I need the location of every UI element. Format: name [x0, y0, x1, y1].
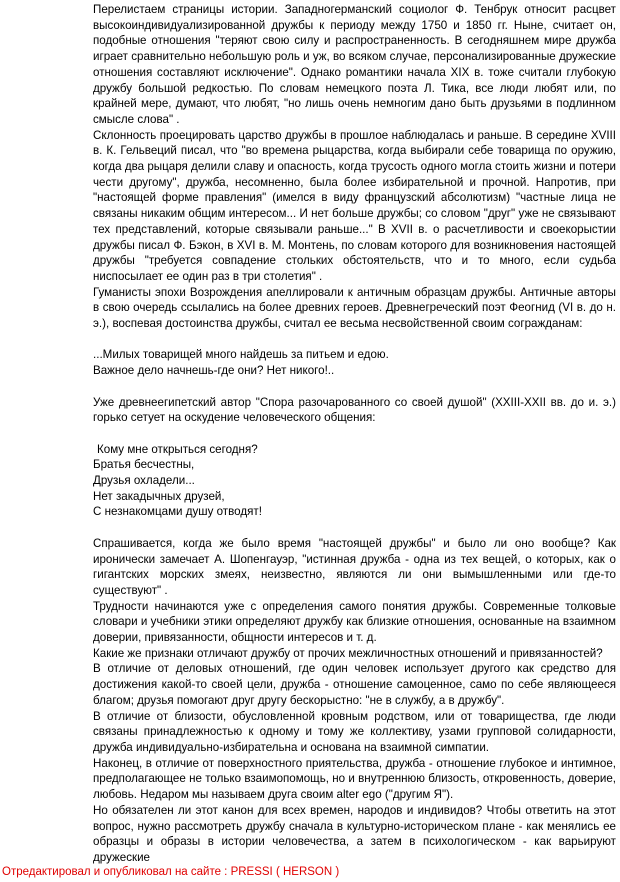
paragraph: Но обязателен ли этот канон для всех времен, народов и индивидов? Чтобы ответить на этот вопрос, нужно рассмотреть дружбу сначала в культурно-историческом плане - как менялись ее образцы и образы в истории человечества, а затем в психологическом - как варьируют дружеские: [93, 803, 616, 864]
paragraph: Трудности начинаются уже с определения самого понятия дружбы. Современные толковые словари и учебники этики определяют дружбу как близкие отношения, основанные на взаимном доверии, привязанности, общности интересов и т. д.: [93, 599, 616, 645]
paragraph: Уже древнеегипетский автор "Спора разочарованного со своей душой" (XXIII-XXII вв. до и. э.) горько сетует на оскудение человеческого общения:: [93, 395, 616, 425]
paragraph-gap: [93, 520, 616, 536]
paragraph: Важное дело начнешь-где они? Нет никого!..: [93, 364, 335, 378]
paragraph: Кому мне открыться сегодня?: [97, 442, 258, 456]
paragraph: Спрашивается, когда же было время "настоящей дружбы" и было ли оно вообще? Как иронически замечает А. Шопенгауэр, "истинная дружба - одна из тех вещей, о которых, как о гигантских морских змеях, неизвестно, являются ли они вымышленными или где-то существуют" .: [93, 536, 616, 597]
paragraph: ...Милых товарищей много найдешь за питьем и едою.: [93, 348, 389, 362]
paragraph: Нет закадычных друзей,: [93, 489, 225, 503]
paragraph-gap: [93, 332, 616, 348]
paragraph: Гуманисты эпохи Возрождения апеллировали к античным образцам дружбы. Античные авторы в свою очередь ссылались на более древних героев. Древнегреческий поэт Феогнид (VI в. до н. э.), воспевая достоинства дружбы, считал ее весьма несвойственной своим согражданам:: [93, 285, 616, 331]
paragraph: Перелистаем страницы истории. Западногерманский социолог Ф. Тенбрук относит расцвет высокоиндивидуализированной дружбы к периоду между 1750 и 1850 гг. Ныне, считает он, подобные отношения "теряют свою силу и распространенность. В сегодняшнем мире дружба играет сравнительно небольшую роль и уж, во всяком случае, персонализированные дружеские отношения составляют исключение". Однако романтики начала XIX в. тоже считали глубокую дружбу большой редкостью. По словам немецкого поэта Л. Тика, все люди любят или, по крайней мере, думают, что любят, "но лишь очень немногим дано быть друзьями в подлинном смысле слова" .: [93, 3, 616, 126]
paragraph: Друзья охладели...: [93, 474, 195, 488]
document-body: [93, 2, 616, 866]
paragraph: Склонность проецировать царство дружбы в прошлое наблюдалась и раньше. В середине XVIII в. К. Гельвеций писал, что "во времена рыцарства, когда выбирали себе товарища по оружию, когда два рыцаря делили славу и опасность, когда трусость одного могла стоить жизни и потери чести другому", дружба, несомненно, была более избирательной и прочной. Напротив, при "настоящей форме правления" (имелся в виду французский абсолютизм) "частные лица не связаны никаким общим интересом... И нет больше дружбы; со словом "друг" уже не связывают тех представлений, которые связывали раньше..." В XVII в. о расчетливости и своекорыстии дружбы писал Ф. Бэкон, в XVI в. М. Монтень, по словам которого для возникновения настоящей дружбы "требуется совпадение стольких обстоятельств, что и то много, если судьба ниспосылает ее один раз в три столетия" .: [93, 128, 616, 283]
paragraph: В отличие от близости, обусловленной кровным родством, или от товарищества, где люди связаны принадлежностью к одному и тому же коллективу, узами групповой солидарности, дружба индивидуально-избирательна и основана на взаимной симпатии.: [93, 709, 616, 754]
footer-credit: Отредактировал и опубликовал на сайте : PRESSI ( HERSON ): [2, 866, 340, 878]
paragraph-gap: [93, 426, 616, 442]
paragraph: Наконец, в отличие от поверхностного приятельства, дружба - отношение глубокое и интимное, предполагающее не только взаимопомощь, но и внутреннюю близость, откровенность, доверие, любовь. Недаром мы называем друга своим alter ego ("другим Я").: [93, 756, 616, 802]
paragraph: В отличие от деловых отношений, где один человек использует другого как средство для достижения какой-то своей цели, дружба - отношение самоценное, само по себе являющееся благом; друзья помогают друг другу бескорыстно: "не в службу, а в дружбу".: [93, 662, 616, 707]
paragraph: С незнакомцами душу отводят!: [93, 505, 262, 519]
paragraph: Какие же признаки отличают дружбу от прочих межличностных отношений и привязанностей?: [93, 646, 603, 660]
paragraph-gap: [93, 379, 616, 395]
paragraph: Братья бесчестны,: [93, 458, 195, 472]
